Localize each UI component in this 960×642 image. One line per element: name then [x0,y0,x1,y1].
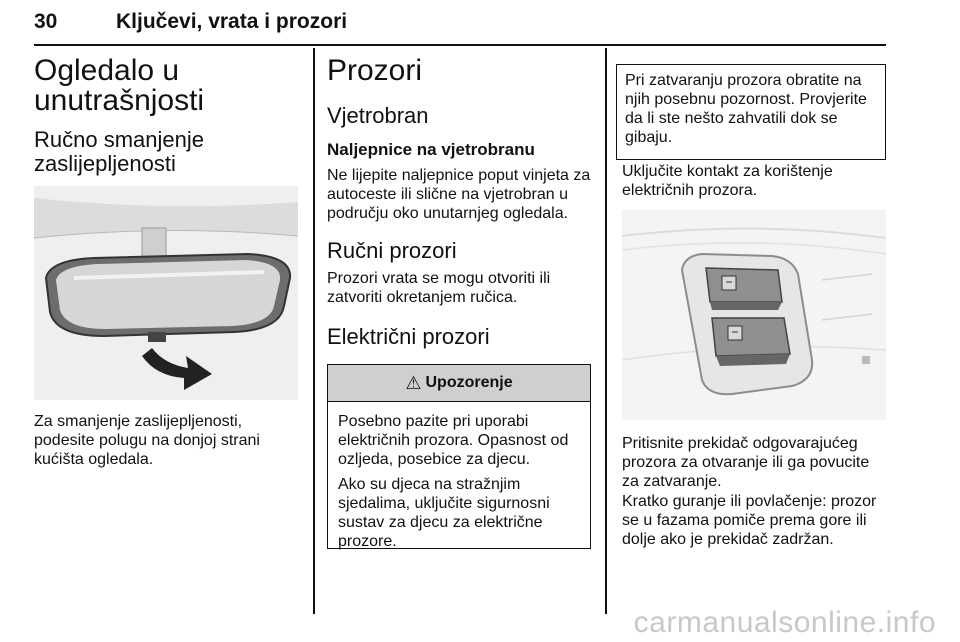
warning-paragraph-1: Posebno pazite pri uporabi električnih prozora. Opasnost od ozljeda, posebice za djecu. [338,413,569,468]
electric-windows-heading: Električni prozori [327,324,490,349]
notice-box [616,64,886,160]
watermark: carmanualsonline.info [633,606,936,639]
mirror-subtitle: Ručno smanjenje zaslijepljenosti [34,127,204,176]
manual-windows-heading: Ručni prozori [327,238,457,263]
stickers-heading: Naljepnice na vjetrobranu [327,140,535,159]
page-number: 30 [34,10,58,33]
warning-heading: Upozorenje [425,374,513,391]
warning-body [328,402,590,559]
mirror-title: Ogledalo u unutrašnjosti [34,54,205,117]
rear-view-mirror-illustration [34,186,298,400]
warning-triangle-icon: ⚠ [405,372,422,393]
section-title: Ključevi, vrata i prozori [116,10,348,33]
notice-text: Pri zatvaranju prozora obratite na njih posebnu pozornost. Provjerite da li ste nešto zahvatili dok se gibaju. [625,72,867,146]
header-divider [34,44,886,46]
switch-instruction: Pritisnite prekidač odgovarajućeg prozora za otvaranje ili ga povucite za zatvaranje. [622,435,870,490]
ignition-text: Uključite kontakt za korištenje električnih prozora. [622,163,833,199]
warning-header [328,364,590,402]
warning-paragraph-2: Ako su djeca na stražnjim sjedalima, uključite sigurnosni sustav za djecu za električne prozore. [338,476,550,550]
page-header [34,10,886,40]
warning-box [327,364,591,549]
window-switch-illustration [622,210,886,420]
short-press-instruction: Kratko guranje ili povlačenje: prozor se u fazama pomiče prema gore ili dolje ako je prekidač zadržan. [622,493,877,548]
windshield-heading: Vjetrobran [327,103,429,128]
windows-title: Prozori [327,54,423,87]
stickers-text: Ne lijepite naljepnice poput vinjeta za autoceste ili slične na vjetrobran u području oko unutarnjeg ogledala. [327,167,591,222]
left-column [34,56,302,176]
middle-column [327,56,595,349]
mirror-instruction: Za smanjenje zaslijepljenosti, podesite polugu na donjoj strani kućišta ogledala. [34,413,260,468]
column-divider-right [605,48,607,614]
column-divider-left [313,48,315,614]
manual-windows-text: Prozori vrata se mogu otvoriti ili zatvoriti okretanjem ručica. [327,270,551,306]
